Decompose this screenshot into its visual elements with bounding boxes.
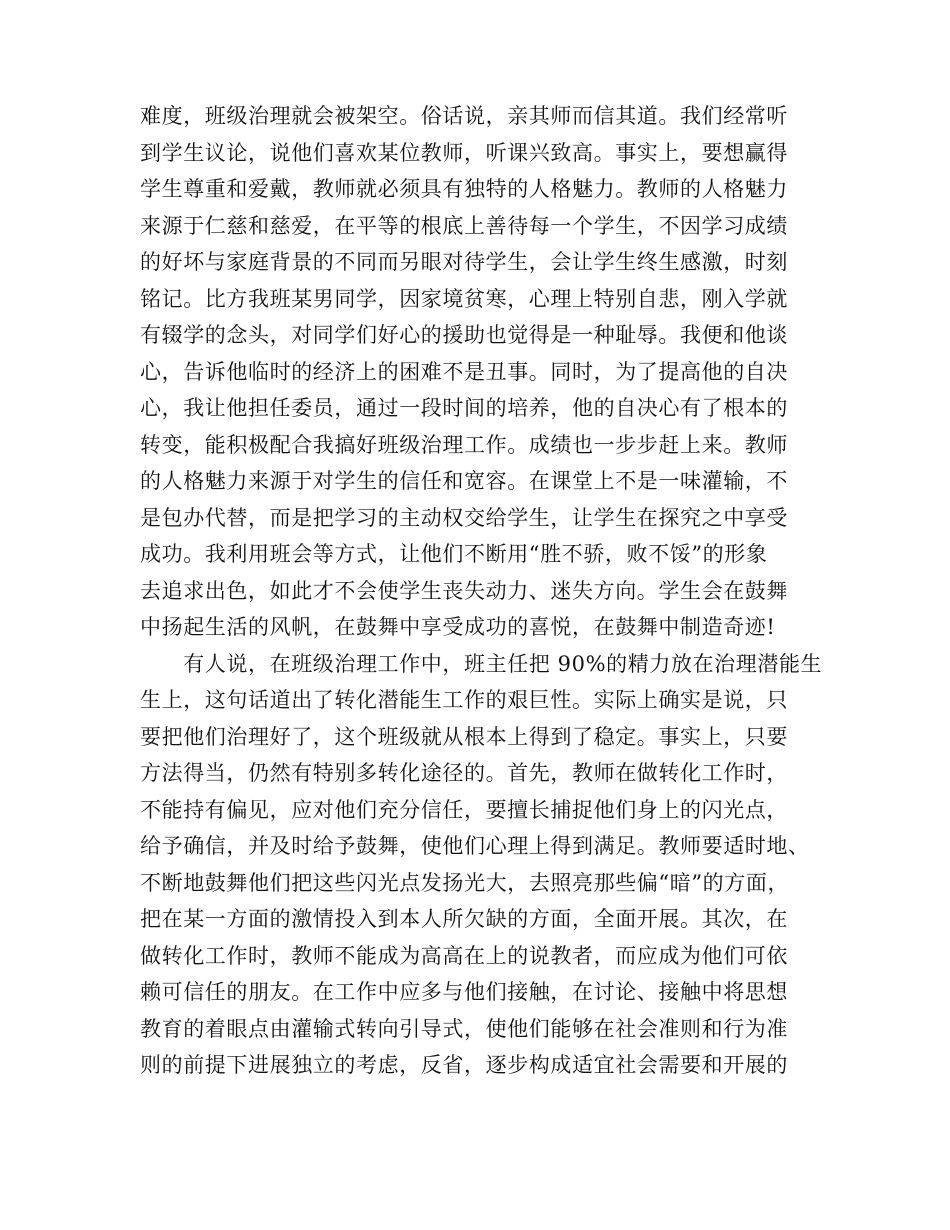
text-line: 心，告诉他临时的经济上的困难不是丑事。同时，为了提高他的自决: [140, 359, 788, 384]
text-line: 的好坏与家庭背景的不同而另眼对待学生，会让学生终生感激，时刻: [140, 250, 788, 274]
text-line: 成功。我利用班会等方式，让他们不断用“胜不骄，败不馁”的形象: [140, 542, 768, 566]
text-line: 是包办代替，而是把学习的主动权交给学生，让学生在探究之中享受: [140, 505, 788, 530]
text-line: 到学生议论，说他们喜欢某位教师，听课兴致高。事实上，要想赢得: [140, 140, 788, 165]
text-line: 教育的着眼点由灌输式转向引导式，使他们能够在社会准则和行为准: [140, 1016, 788, 1041]
text-line: 铭记。比方我班某男同学，因家境贫寒，心理上特别自悲，刚入学就: [140, 286, 788, 311]
text-line: 学生尊重和爱戴，教师就必须具有独特的人格魅力。教师的人格魅力: [140, 177, 788, 201]
text-line: 要把他们治理好了，这个班级就从根本上得到了稳定。事实上，只要: [140, 724, 788, 749]
text-line: 给予确信，并及时给予鼓舞，使他们心理上得到满足。教师要适时地、: [140, 834, 810, 858]
text-line: 生上，这句话道出了转化潜能生工作的艰巨性。实际上确实是说，只: [140, 688, 788, 712]
text-line: 做转化工作时，教师不能成为高高在上的说教者，而应成为他们可依: [140, 943, 788, 968]
text-line: 来源于仁慈和慈爱，在平等的根底上善待每一个学生，不因学习成绩: [140, 213, 788, 238]
text-line: 不能持有偏见，应对他们充分信任，要擅长捕捉他们身上的闪光点，: [140, 797, 788, 822]
text-line: 把在某一方面的激情投入到本人所欠缺的方面，全面开展。其次，在: [140, 907, 788, 931]
text-line: 转变，能积极配合我搞好班级治理工作。成绩也一步步赶上来。教师: [140, 432, 788, 457]
text-line: 中扬起生活的风帆，在鼓舞中享受成功的喜悦，在鼓舞中制造奇迹!: [140, 615, 776, 639]
text-line: 难度，班级治理就会被架空。俗话说，亲其师而信其道。我们经常听: [140, 104, 788, 128]
text-line: 去追求出色，如此才不会使学生丧失动力、迷失方向。学生会在鼓舞: [140, 578, 788, 603]
text-line: 赖可信任的朋友。在工作中应多与他们接触，在讨论、接触中将思想: [140, 980, 788, 1004]
text-line: 心，我让他担任委员，通过一段时间的培养，他的自决心有了根本的: [140, 396, 788, 420]
text-line: 的人格魅力来源于对学生的信任和宽容。在课堂上不是一味灌输，不: [140, 469, 788, 493]
text-line: 不断地鼓舞他们把这些闪光点发扬光大，去照亮那些偏“暗”的方面，: [140, 870, 790, 895]
body-text: [140, 98, 823, 1084]
text-line: 方法得当，仍然有特别多转化途径的。首先，教师在做转化工作时，: [140, 761, 788, 785]
text-line: 有辍学的念头，对同学们好心的援助也觉得是一种耻辱。我便和他谈: [140, 323, 788, 347]
text-line: 有人说，在班级治理工作中，班主任把 90%的精力放在治理潜能生: [140, 651, 823, 676]
text-line: 则的前提下进展独立的考虑，反省，逐步构成适宜社会需要和开展的: [140, 1053, 788, 1077]
